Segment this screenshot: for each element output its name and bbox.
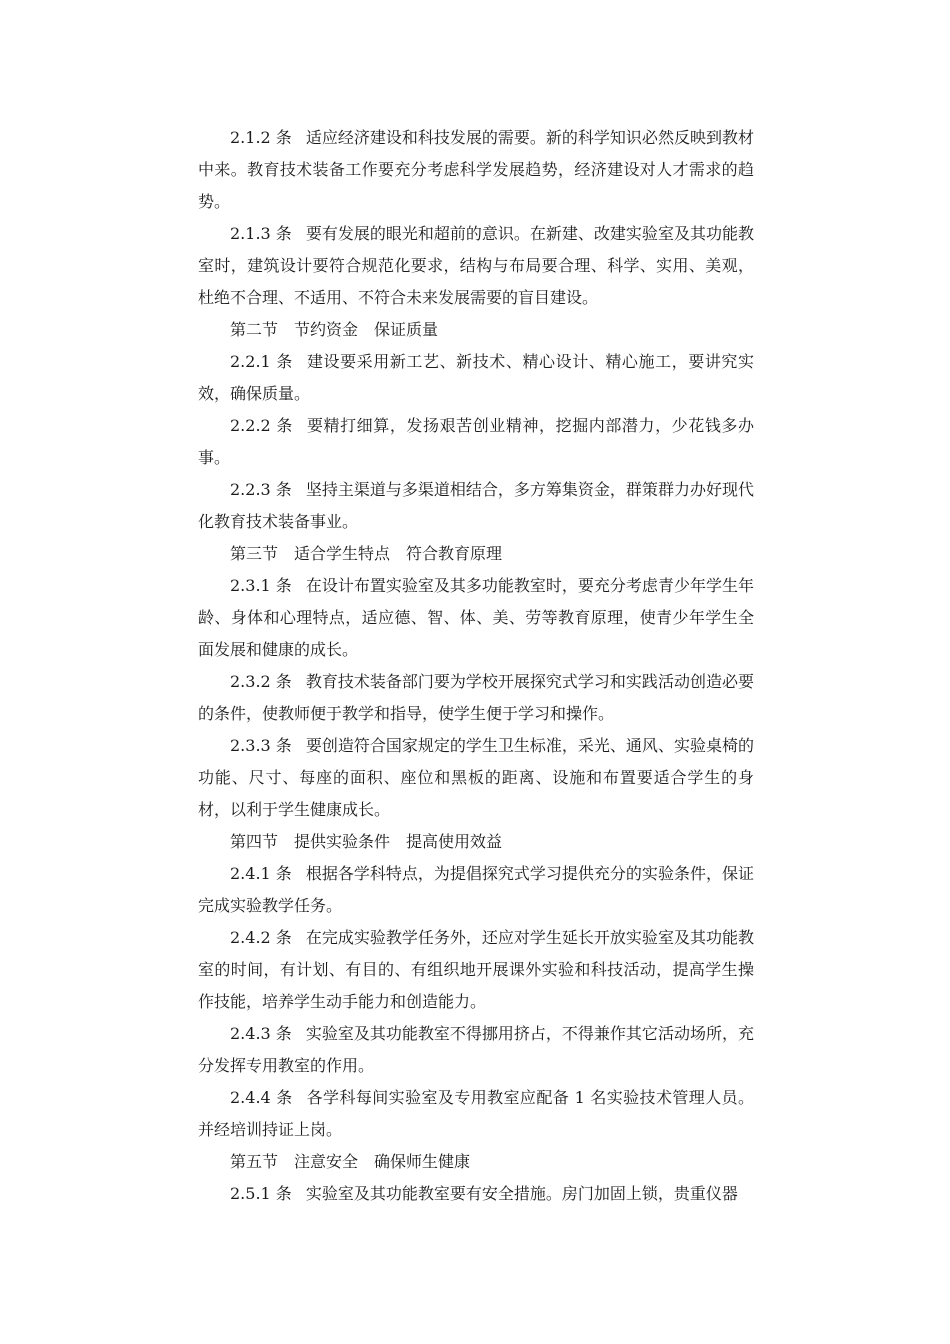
article-2-3-3 (198, 730, 754, 826)
section-heading-5 (198, 1146, 754, 1178)
article-2-4-3 (198, 1018, 754, 1082)
section-title-a: 注意安全 (294, 1152, 359, 1171)
section-title-a: 提供实验条件 (294, 832, 391, 851)
section-label: 第三节 (230, 544, 279, 563)
article-text: 在完成实验教学任务外，还应对学生延长开放实验室及其功能教室的时间，有计划、有目的、有组织地开展课外实验和科技活动，提高学生操作技能，培养学生动手能力和创造能力。 (198, 928, 754, 1011)
article-2-3-2 (198, 666, 754, 730)
article-text: 根据各学科特点，为提倡探究式学习提供充分的实验条件，保证完成实验教学任务。 (198, 864, 754, 915)
article-number: 2.1.2 条 (230, 128, 292, 147)
article-text: 实验室及其功能教室要有安全措施。房门加固上锁，贵重仪器 (305, 1184, 738, 1203)
article-number: 2.2.1 条 (230, 352, 293, 371)
article-number: 2.4.1 条 (230, 864, 292, 883)
article-2-2-1 (198, 346, 754, 410)
section-title-b: 符合教育原理 (406, 544, 503, 563)
article-text: 在设计布置实验室及其多功能教室时，要充分考虑青少年学生年龄、身体和心理特点，适应德、智、体、美、劳等教育原理，使青少年学生全面发展和健康的成长。 (198, 576, 754, 659)
article-number: 2.4.2 条 (230, 928, 292, 947)
section-heading-4 (198, 826, 754, 858)
article-number: 2.4.4 条 (230, 1088, 293, 1107)
article-number: 2.3.2 条 (230, 672, 292, 691)
section-title-a: 适合学生特点 (294, 544, 391, 563)
article-text: 建设要采用新工艺、新技术、精心设计、精心施工，要讲究实效，确保质量。 (198, 352, 754, 403)
article-2-4-2 (198, 922, 754, 1018)
article-text: 教育技术装备部门要为学校开展探究式学习和实践活动创造必要的条件，使教师便于教学和指导，使学生便于学习和操作。 (198, 672, 754, 723)
article-number: 2.3.1 条 (230, 576, 292, 595)
article-text: 要精打细算，发扬艰苦创业精神，挖掘内部潜力，少花钱多办事。 (198, 416, 754, 467)
section-title-b: 确保师生健康 (374, 1152, 471, 1171)
article-text: 要创造符合国家规定的学生卫生标准，采光、通风、实验桌椅的功能、尺寸、每座的面积、座位和黑板的距离、设施和布置要适合学生的身材，以利于学生健康成长。 (198, 736, 754, 819)
article-number: 2.5.1 条 (230, 1184, 292, 1203)
article-2-4-4 (198, 1082, 754, 1146)
section-label: 第二节 (230, 320, 279, 339)
article-text: 各学科每间实验室及专用教室应配备 1 名实验技术管理人员。并经培训持证上岗。 (198, 1088, 754, 1139)
article-2-2-2 (198, 410, 754, 474)
article-text: 坚持主渠道与多渠道相结合，多方筹集资金，群策群力办好现代化教育技术装备事业。 (198, 480, 754, 531)
article-text: 实验室及其功能教室不得挪用挤占，不得兼作其它活动场所，充分发挥专用教室的作用。 (198, 1024, 754, 1075)
article-2-1-2 (198, 122, 754, 218)
section-label: 第四节 (230, 832, 279, 851)
article-2-2-3 (198, 474, 754, 538)
article-number: 2.3.3 条 (230, 736, 292, 755)
article-2-5-1 (198, 1178, 754, 1210)
article-number: 2.2.3 条 (230, 480, 292, 499)
article-2-1-3 (198, 218, 754, 314)
section-label: 第五节 (230, 1152, 279, 1171)
document-body (198, 122, 754, 1210)
section-title-b: 保证质量 (374, 320, 439, 339)
article-number: 2.2.2 条 (230, 416, 293, 435)
article-text: 要有发展的眼光和超前的意识。在新建、改建实验室及其功能教室时，建筑设计要符合规范化要求，结构与布局要合理、科学、实用、美观，杜绝不合理、不适用、不符合未来发展需要的盲目建设。 (198, 224, 754, 307)
article-number: 2.1.3 条 (230, 224, 292, 243)
article-2-3-1 (198, 570, 754, 666)
section-heading-2 (198, 314, 754, 346)
section-title-a: 节约资金 (294, 320, 359, 339)
article-number: 2.4.3 条 (230, 1024, 292, 1043)
section-heading-3 (198, 538, 754, 570)
article-2-4-1 (198, 858, 754, 922)
article-text: 适应经济建设和科技发展的需要。新的科学知识必然反映到教材中来。教育技术装备工作要充分考虑科学发展趋势，经济建设对人才需求的趋势。 (198, 128, 754, 211)
section-title-b: 提高使用效益 (406, 832, 503, 851)
